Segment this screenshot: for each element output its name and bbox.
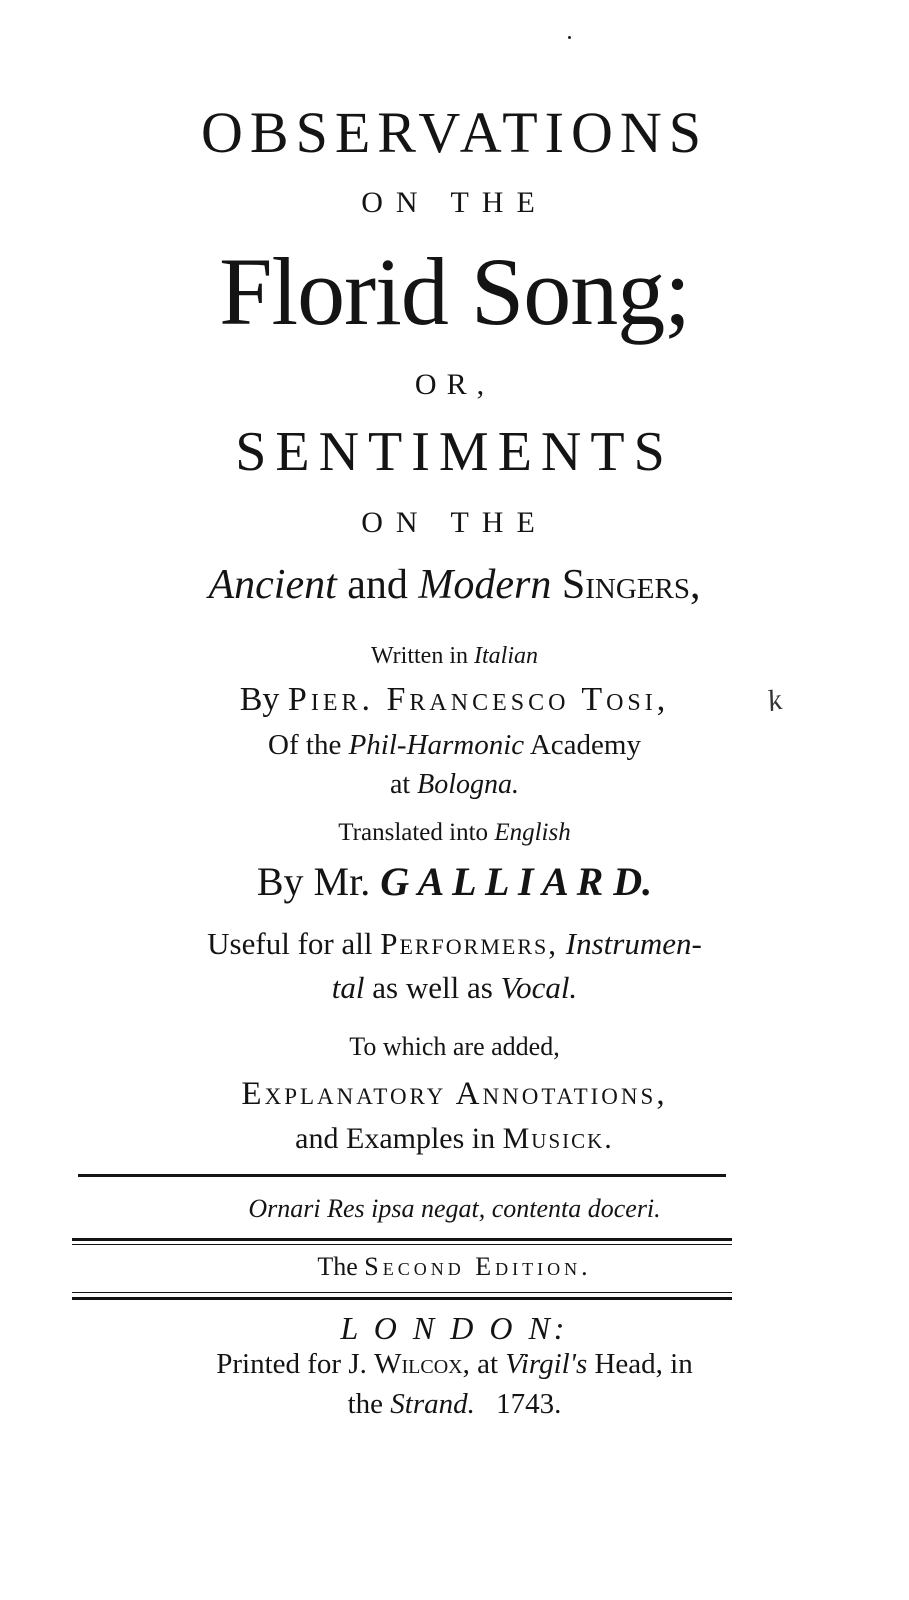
at-word: at (389, 769, 411, 800)
ancient-word: Ancient (208, 562, 337, 608)
rule-upper-double-a (72, 1238, 732, 1241)
useful-line-1 (0, 928, 909, 959)
at-word-2: at (477, 1348, 499, 1380)
examples-line (0, 1124, 909, 1154)
rule-upper-double-b (72, 1244, 732, 1245)
singers-word: Singers, (561, 562, 701, 608)
year-text: 1743. (496, 1388, 562, 1420)
rule-lower-double-a (72, 1292, 732, 1293)
edition-text: Second Edition. (364, 1252, 592, 1281)
rule-top (78, 1174, 726, 1177)
galliard-name: G A L L I A R D. (380, 859, 653, 904)
affiliation-line (0, 731, 909, 760)
performers-word: Performers, (380, 926, 559, 961)
italian-word: Italian (474, 643, 538, 669)
instrumental-word: Instrumen- (565, 926, 702, 961)
mr-word: Mr. (313, 859, 371, 904)
bologna-word: Bologna. (417, 769, 520, 800)
of-the-text: Of the (268, 729, 342, 761)
the-word: The (317, 1252, 358, 1281)
london-line: L O N D O N: (340, 1310, 569, 1346)
motto-line: Ornari Res ipsa negat, contenta doceri. (248, 1194, 661, 1223)
added-line: To which are added, (349, 1032, 560, 1061)
ink-speck (568, 36, 571, 39)
modern-word: Modern (418, 562, 552, 608)
musick-word: Musick. (502, 1122, 614, 1155)
phil-harmonic-word: Phil-Harmonic (348, 729, 525, 761)
title-sentiments: SENTIMENTS (235, 421, 674, 483)
printed-for-text: Printed for J. (216, 1348, 367, 1380)
subject-line (0, 564, 909, 606)
title-florid-song: Florid Song; (219, 238, 690, 345)
by-word: By (239, 681, 280, 718)
imprint-line-2 (0, 1390, 909, 1419)
the-word-2: the (347, 1388, 384, 1420)
or-line: OR, (414, 368, 495, 401)
imprint-line-1 (0, 1350, 909, 1379)
translated-line (0, 820, 909, 845)
annotations-line: Explanatory Annotations, (241, 1076, 668, 1112)
english-word: English (494, 819, 571, 846)
location-line (0, 771, 909, 799)
as-well-as-text: as well as (372, 970, 493, 1005)
written-in-line (0, 644, 909, 668)
useful-line-2 (0, 972, 909, 1003)
rule-lower-double-b (72, 1297, 732, 1300)
edition-line (0, 1254, 909, 1280)
title-observations: OBSERVATIONS (201, 100, 708, 165)
examples-text: and Examples in (295, 1122, 496, 1155)
academy-word: Academy (529, 729, 641, 761)
by-word-2: By (256, 859, 304, 904)
tal-fragment: tal (331, 970, 365, 1005)
on-the-first: ON THE (361, 186, 548, 219)
translated-text: Translated into (338, 819, 489, 846)
written-in-text: Written in (370, 643, 468, 669)
wilcox-name: Wilcox, (374, 1348, 470, 1380)
virgils-word: Virgil's (505, 1348, 588, 1380)
on-the-second: ON THE (361, 506, 548, 539)
head-in-text: Head, in (594, 1348, 693, 1380)
and-word: and (347, 562, 408, 608)
vocal-word: Vocal. (500, 970, 578, 1005)
translator-line (0, 859, 909, 904)
useful-text: Useful for all (207, 926, 373, 961)
author-name: Pier. Francesco Tosi, (287, 681, 670, 718)
pencil-marginal-note: k (764, 682, 785, 719)
strand-word: Strand. (390, 1388, 475, 1420)
